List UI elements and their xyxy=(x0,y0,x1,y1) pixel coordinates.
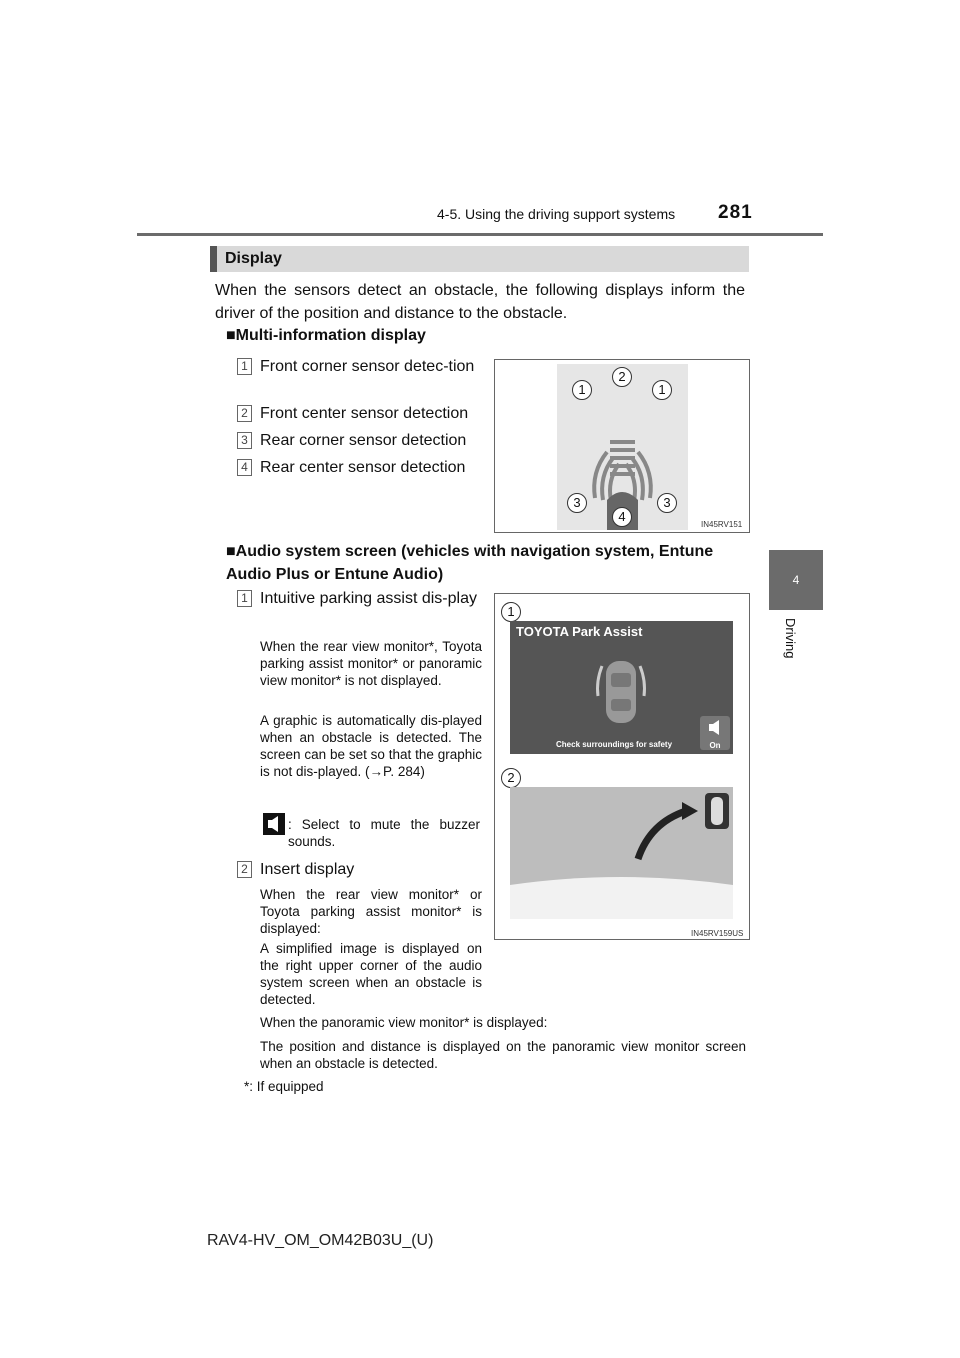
speaker-icon xyxy=(263,813,285,835)
callout-label: 4 xyxy=(612,507,632,527)
page-number: 281 xyxy=(718,202,753,223)
insert-display-illustration xyxy=(510,787,733,919)
callout-label: 3 xyxy=(657,493,677,513)
screen-title: TOYOTA Park Assist xyxy=(516,624,643,639)
item-intuitive-parking: Intuitive parking assist dis-play xyxy=(260,590,477,607)
item-front-center: Front center sensor detection xyxy=(260,405,469,422)
speaker-icon xyxy=(700,716,730,738)
item-rear-corner: Rear corner sensor detection xyxy=(260,432,467,449)
item-rear-center: Rear center sensor detection xyxy=(260,459,466,476)
item2-condition: When the rear view monitor* or Toyota parking assist monitor* is displayed: xyxy=(260,887,482,936)
chapter-label: Driving xyxy=(783,618,798,659)
audio-screen-figure xyxy=(494,593,750,940)
item-number: 2 xyxy=(237,405,252,422)
item-number: 2 xyxy=(237,861,252,878)
screen-warning: Check surroundings for safety xyxy=(556,740,673,749)
multi-info-heading: ■Multi-information display xyxy=(226,327,426,344)
figure-code: IN45RV159US xyxy=(691,929,744,938)
mute-button-label: On xyxy=(709,741,721,750)
item-number: 3 xyxy=(237,432,252,449)
document-code: RAV4-HV_OM_OM42B03U_(U) xyxy=(207,1232,434,1249)
figure-code: IN45RV151 xyxy=(701,520,743,529)
mute-button[interactable] xyxy=(700,716,730,750)
callout-label: 2 xyxy=(501,768,521,788)
multi-info-figure xyxy=(494,359,750,533)
callout-label: 1 xyxy=(572,380,592,400)
panoramic-description: The position and distance is displayed on the panoramic view monitor screen when an obstacle is detected. xyxy=(260,1039,746,1071)
park-assist-screen xyxy=(510,621,733,754)
header-divider xyxy=(137,233,823,236)
item1-condition: When the rear view monitor*, Toyota parking assist monitor* or panoramic view monitor* is not displayed. xyxy=(260,639,482,688)
chapter-tab: 4 xyxy=(769,550,823,610)
callout-label: 1 xyxy=(501,602,521,622)
insert-display-screen xyxy=(510,787,733,919)
callout-label: 3 xyxy=(567,493,587,513)
item2-description: A simplified image is displayed on the right upper corner of the audio system screen when an obstacle is detected. xyxy=(260,941,482,1007)
audio-heading: ■Audio system screen (vehicles with navigation system, Entune Audio Plus or Entune Audio) xyxy=(226,543,714,583)
intro-paragraph: When the sensors detect an obstacle, the following displays inform the driver of the position and distance to the obstacle. xyxy=(215,282,745,322)
callout-label: 2 xyxy=(612,367,632,387)
item-number: 4 xyxy=(237,459,252,476)
mute-description: : Select to mute the buzzer sounds. xyxy=(288,817,480,849)
section-title: Display xyxy=(210,246,749,272)
item-insert-display: Insert display xyxy=(260,861,355,878)
panoramic-condition: When the panoramic view monitor* is displayed: xyxy=(260,1015,548,1030)
item-number: 1 xyxy=(237,590,252,607)
item-number: 1 xyxy=(237,358,252,375)
item-front-corner: Front corner sensor detec-tion xyxy=(260,358,475,375)
header-section-title: 4-5. Using the driving support systems xyxy=(437,206,676,222)
item1-description: A graphic is automatically dis-played when an obstacle is detected. The screen can be set so that the graphic is not dis-played. (→P. 284) xyxy=(260,713,482,779)
footnote: *: If equipped xyxy=(244,1079,324,1094)
callout-label: 1 xyxy=(652,380,672,400)
